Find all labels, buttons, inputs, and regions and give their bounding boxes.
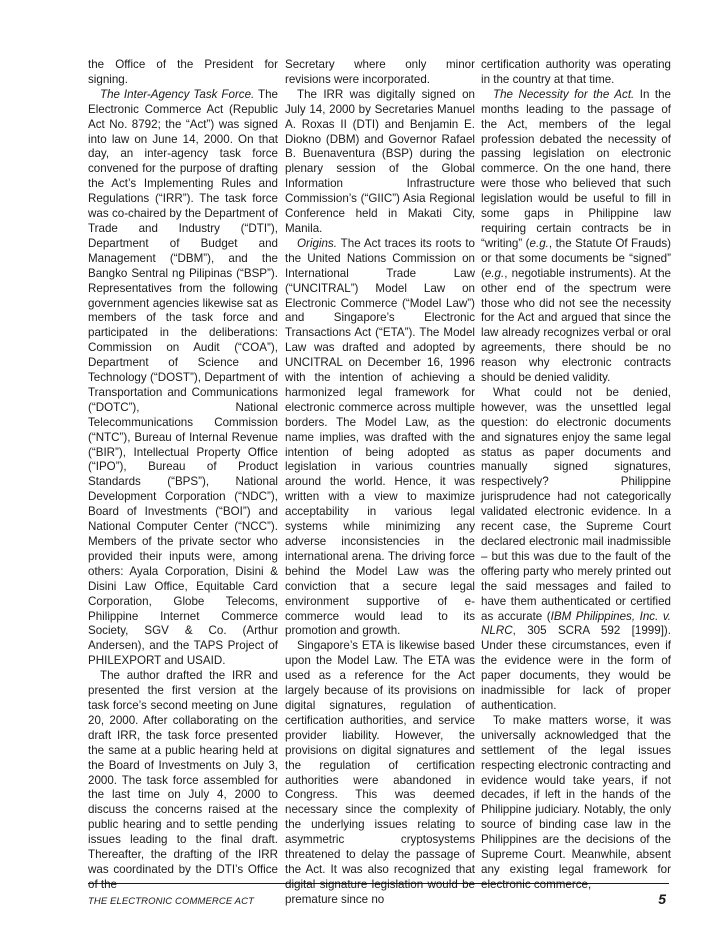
paragraph: Singapore’s ETA is likewise based upon the Model Law. The ETA was used as a reference for the Act largely because of its provisions on digital signatures, regulation of certification authorities, and service provider liability. However, the provisions on digital signatures and the regulation of certification authorities were abandoned in Congress. This was deemed necessary since the complexity of the underlying issues relating to asymmetric cryptosystems threatened to delay the passage of the Act. It was also recognized that digital signature legislation would be premature since no bbox=[285, 639, 475, 906]
section-heading: Origins. bbox=[297, 236, 337, 250]
paragraph: the Office of the President for signing. bbox=[88, 58, 278, 86]
case-citation: IBM Philippines, Inc. v. NLRC bbox=[481, 609, 671, 638]
footer-rule bbox=[88, 883, 669, 884]
text-run-italic: e.g. bbox=[484, 266, 505, 280]
paragraph: The IRR was digitally signed on July 14, 2000 by Secretaries Manuel A. Roxas II (DTI) and Benjamin E. Diokno (DBM) and Governor Rafael B. Buenaventura (BSP) during the plenary session of the Global Information Infrastructure Commission’s (“GIIC”) Asia Regional Conference held in Makati City, Manila. bbox=[285, 87, 475, 235]
text-run: , negotiable instruments). At the other end of the spectrum were those who did not see the necessity for the Act and argued that since the law already recognizes verbal or oral agreements, there should be no reason why electronic contracts should be denied validity. bbox=[481, 266, 671, 385]
paragraph-necessity bbox=[481, 88, 671, 386]
text-run: , 305 SCRA 592 [1999]). Under these circumstances, even if the evidence were in the form of paper documents, they would be inadmissible for lack of proper authentication. bbox=[481, 624, 671, 712]
paragraph: To make matters worse, it was universally acknowledged that the settlement of the legal issues respecting electronic contracting and evidence would take years, if not decades, if left in the hands of the Philippine judiciary. Notably, the only source of binding case law in the Philippines are the decisions of the Supreme Court. Meanwhile, absent any existing legal framework for electronic commerce, bbox=[481, 713, 671, 891]
paragraph-origins bbox=[285, 237, 475, 639]
paragraph-body: The Electronic Commerce Act (Republic Act No. 8792; the “Act”) was signed into law on June 14, 2000. On that day, an inter-agency task force convened for the purpose of drafting the Act’s Implementing Rules and Regulations (“IRR”). The task force was co-chaired by the Department of Trade and Industry (“DTI”), Department of Budget and Management (“DBM”), and the Bangko Sentral ng Pilipinas (“BSP”). Representatives from the following government agencies likewise sat as members of the task force and participated in the deliberations: Commission on Audit (“COA”), Department of Science and Technology (“DOST”), Department of Transportation and Communications (“DOTC”), National Telecommunications Commission (“NTC”), Bureau of Internal Revenue (“BIR”), Intellectual Property Office (“IPO”), Bureau of Product Standards (“BPS”), National Development Corporation (“NDC”), Board of Investments (“BOI”) and National Computer Center (“NCC”). Members of the private sector who provided their inputs were, among others: Ayala Corporation, Disini & Disini Law Office, Equitable Card Corporation, Globe Telecoms, Philippine Internet Commerce Society, SGV & Co. (Arthur Andersen), and the TAPS Project of PHILEXPORT and USAID. bbox=[88, 87, 279, 668]
section-heading: The Inter-Agency Task Force. bbox=[100, 87, 255, 101]
text-run: In the months leading to the passage of the Act, members of the legal profession debated the necessity of passing legislation on electronic commerce. On the one hand, there were those who believed that such legislation would be useful to fill in some gaps in Philippine law requiring certain contracts be in “writing” ( bbox=[481, 87, 671, 250]
paragraph-task-force bbox=[88, 88, 278, 669]
paragraph: Secretary where only minor revisions were incorporated. bbox=[285, 58, 475, 86]
text-column-2 bbox=[285, 58, 475, 908]
paragraph bbox=[481, 386, 671, 714]
page-number: 5 bbox=[658, 891, 666, 907]
text-run-italic: e.g. bbox=[529, 236, 549, 250]
paragraph-body: The Act traces its roots to the United Nations Commission on International Trade Law (“UNCITRAL”) Model Law on Electronic Commerce (“Model Law”) and Singapore’s Electronic Transactions Act (“ETA”). The Model Law was drafted and adopted by UNCITRAL on December 16, 1996 with the intention of achieving a harmonized legal framework for electronic commerce across multiple borders. The Model Law, as the name implies, was drafted with the intention of being adopted as legislation in various countries around the world. Hence, it was written with a view to maximize acceptability in various legal systems while minimizing any adverse inconsistencies in the international arena. The driving force behind the Model Law was the conviction that a secure legal environment supportive of e-commerce would lead to its promotion and growth. bbox=[285, 236, 475, 638]
running-footer-title: THE ELECTRONIC COMMERCE ACT bbox=[88, 896, 254, 907]
text-column-3 bbox=[481, 58, 671, 893]
paragraph: certification authority was operating in the country at that time. bbox=[481, 58, 671, 86]
text-column-1 bbox=[88, 58, 278, 893]
paragraph: The author drafted the IRR and presented the first version at the task force’s second meeting on June 20, 2000. After collaborating on the draft IRR, the task force presented the same at a public hearing held at the Board of Investments on July 3, 2000. The task force assembled for the last time on July 4, 2000 to discuss the concerns raised at the public hearing and to settle pending issues leading to the final draft. Thereafter, the drafting of the IRR was coordinated by the DTI’s Office of the bbox=[88, 669, 278, 891]
section-heading: The Necessity for the Act. bbox=[493, 87, 635, 101]
text-run: , the Statute Of Frauds) or that some documents be “signed” ( bbox=[481, 236, 671, 280]
text-run: What could not be denied, however, was the unsettled legal question: do electronic documents and signatures enjoy the same legal status as paper documents and manually signed signatures, respectively? Philippine jurisprudence had not categorically validated electronic evidence. In a recent case, the Supreme Court declared electronic mail inadmissible – but this was due to the fault of the offering party who merely printed out the said messages and failed to have them authenticated or certified as accurate ( bbox=[481, 385, 671, 623]
